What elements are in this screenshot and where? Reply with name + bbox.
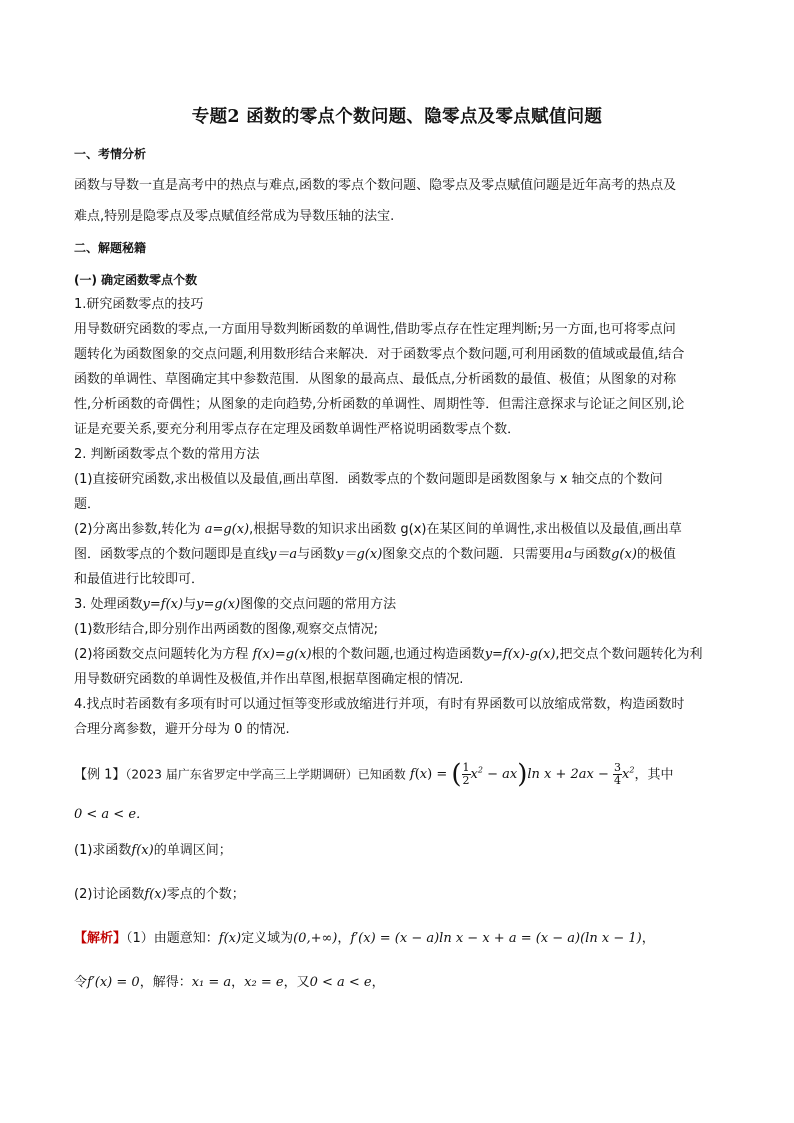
text-run: 零点的个数； [166,887,245,902]
text-run: 图象交点的个数问题．只需要用 [382,547,565,562]
math-inline: a [564,547,573,562]
math-inline: f′(x) = (x − a)ln x − x + a = (x − a)(ln x − 1) [350,931,642,946]
item-1-heading: 1.研究函数零点的技巧 [74,297,204,312]
paragraph-line: 函数的单调性、草图确定其中参数范围．从图象的最高点、最低点,分析函数的最值、极值；从图象的对称 [74,372,677,387]
text-run: 与函数 [572,547,612,562]
example-source: （2023 届广东省罗定中学高三上学期调研）已知函数 [125,767,406,782]
math-inline: y＝g(x) [336,547,383,562]
math-inline: 0 < a < e [309,975,372,990]
subsection-heading: (一) 确定函数零点个数 [74,273,198,287]
item-2-heading: 2. 判断函数零点个数的常用方法 [74,447,260,462]
math-inline: y=f(x)-g(x) [484,647,556,662]
math-inline: f(x)=g(x) [252,647,312,662]
text-run: 的单调区间； [153,843,232,858]
text-run: 与 [183,597,197,612]
paragraph-line: 用导数研究函数的零点,一方面用导数判断函数的单调性,借助零点存在性定理判断;另一方面,也可将零点问 [74,322,676,337]
text-run: 根的个数问题,也通过构造函数 [311,647,485,662]
paragraph-line: 题转化为函数图象的交点问题,利用数形结合来解决．对于函数零点个数问题,可利用函数的值域或最值,结合 [74,347,685,362]
question-1 [74,843,232,859]
text-run: (2)分离出参数,转化为 [74,522,205,537]
text-run: ， [231,975,245,990]
text-run: 令 [74,975,88,990]
analysis-line-1: 函数与导数一直是高考中的热点与难点,函数的零点个数问题、隐零点及零点赋值问题是近年高考的热点及 [74,178,677,193]
math-inline: y=g(x) [196,597,241,612]
math-inline: f′(x) = 0 [87,975,140,990]
math-inline: x₁ = a [191,975,232,990]
paragraph-line: 证是充要关系,要充分利用零点存在定理及函数单调性严格说明函数零点个数． [74,422,521,437]
item-3-method-2-line-1 [74,647,703,663]
item-4-line-1: 4.找点时若函数有多项有时可以通过恒等变形或放缩进行并项，有时有界函数可以放缩成常数，构造函数时 [74,697,685,712]
solution-line-2 [74,975,385,991]
text-run: ， [337,931,351,946]
math-inline: a=g(x) [204,522,250,537]
text-run: 的极值 [636,547,676,562]
text-run: ,根据导数的知识求出函数 g(x)在某区间的单调性,求出极值以及最值,画出草 [249,522,682,537]
example-condition: 0 < a < e． [74,807,150,822]
text-run: (2)将函数交点问题转化为方程 [74,647,253,662]
section-heading-analysis: 一、考情分析 [74,147,147,161]
math-inline: f(x) [144,887,167,902]
text-run: ，又 [283,975,310,990]
paragraph-line: 性,分析函数的奇偶性；从图象的走向趋势,分析函数的单调性、周期性等．但需注意探求与论证之间区别,论 [74,397,685,412]
example-label: 【例 1】 [74,767,126,783]
text-run: 与函数 [297,547,337,562]
section-heading-tips: 二、解题秘籍 [74,241,147,255]
item-3-heading [74,597,396,613]
method-2-line-2 [74,547,676,563]
text-run: (1)求函数 [74,843,132,858]
question-2 [74,887,245,903]
text-run: 图像的交点问题的常用方法 [240,597,397,612]
function-definition-formula: f(x) = ( $\frac{1}{2}$ $x^2 - ax)\ln$ x + 2ax − $\frac{3}{4}$ $x^2$ [409,759,635,790]
text-run: ， [641,931,655,946]
math-inline: f(x) [131,843,154,858]
item-3-method-1: (1)数形结合,即分别作出两函数的图像,观察交点情况; [74,622,379,637]
text-run: ， [371,975,385,990]
solution-label: 【解析】 [74,931,127,946]
text-run: 3. 处理函数 [74,597,143,612]
text-run: （1）由题意知： [126,931,219,946]
analysis-line-2: 难点,特别是隐零点及零点赋值经常成为导数压轴的法宝. [74,209,395,224]
math-inline: g(x) [611,547,637,562]
item-3-method-2-line-2: 用导数研究函数的单调性及极值,并作出草图,根据草图确定根的情况. [74,672,464,687]
text-run: 定义域为 [241,931,294,946]
text-run: ，解得： [139,975,192,990]
method-2-line-1 [74,522,682,538]
math-inline: y＝a [269,547,298,562]
page-title: 专题2 函数的零点个数问题、隐零点及零点赋值问题 [191,107,603,127]
solution-line-1 [74,931,655,947]
math-inline: x₂ = e [244,975,284,990]
method-1-line-2: 题． [74,497,101,512]
math-inline: f(x) [218,931,242,946]
math-inline: (0,+∞) [293,931,338,946]
text-run: ，其中 [634,767,674,783]
text-run: 图．函数零点的个数问题即是直线 [74,547,270,562]
item-4-line-2: 合理分离参数，避开分母为 0 的情况. [74,722,290,737]
text-run: (2)讨论函数 [74,887,145,902]
method-2-line-3: 和最值进行比较即可． [74,572,205,587]
method-1-line-1: (1)直接研究函数,求出极值以及最值,画出草图．函数零点的个数问题即是函数图象与 x 轴交点的个数问 [74,472,663,487]
math-inline: y=f(x) [142,597,184,612]
example-1-statement [74,756,674,790]
text-run: ,把交点个数问题转化为利 [555,647,703,662]
